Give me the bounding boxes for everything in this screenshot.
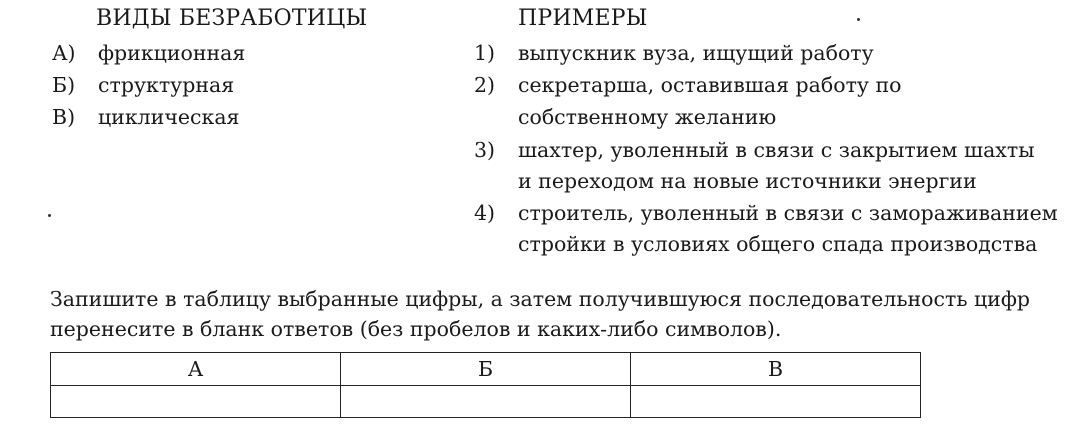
example-item	[474, 200, 1058, 226]
example-item	[474, 72, 902, 98]
type-marker: В)	[52, 105, 76, 129]
type-item	[52, 40, 245, 66]
example-item	[474, 40, 874, 66]
answer-column-header: В	[631, 353, 921, 386]
answer-cell-b[interactable]	[341, 386, 631, 418]
answer-cell-v[interactable]	[631, 386, 921, 418]
example-marker: 2)	[474, 73, 496, 97]
example-text-continued: собственному желанию	[518, 105, 777, 129]
example-text: секретарша, оставившая работу по	[518, 73, 902, 97]
answer-table	[50, 352, 921, 418]
answer-table-header-row	[51, 353, 921, 386]
answer-column-header: А	[51, 353, 341, 386]
type-marker: А)	[52, 41, 76, 65]
example-text: шахтер, уволенный в связи с закрытием шахты	[518, 138, 1035, 162]
answer-table-input-row	[51, 386, 921, 418]
example-text: строитель, уволенный в связи с замораживанием	[518, 201, 1058, 225]
answer-cell-a[interactable]	[51, 386, 341, 418]
example-marker: 1)	[474, 41, 496, 65]
instruction-line-1: Запишите в таблицу выбранные цифры, а затем получившуюся последовательность цифр	[50, 287, 1031, 311]
types-header: ВИДЫ БЕЗРАБОТИЦЫ	[96, 6, 368, 31]
type-label: циклическая	[98, 105, 240, 129]
type-item	[52, 72, 234, 98]
type-label: структурная	[98, 73, 235, 97]
example-marker: 3)	[474, 138, 496, 162]
type-marker: Б)	[52, 73, 76, 97]
instruction-line-2: перенесите в бланк ответов (без пробелов и каких-либо символов).	[50, 317, 782, 341]
type-label: фрикционная	[98, 41, 246, 65]
example-text-continued: стройки в условиях общего спада производства	[518, 232, 1038, 256]
type-item	[52, 104, 239, 130]
print-speck	[857, 18, 860, 21]
examples-header: ПРИМЕРЫ	[518, 6, 648, 31]
example-item	[474, 137, 1035, 163]
print-speck	[48, 214, 51, 217]
example-marker: 4)	[474, 201, 496, 225]
answer-column-header: Б	[341, 353, 631, 386]
example-text-continued: и переходом на новые источники энергии	[518, 169, 977, 193]
example-text: выпускник вуза, ищущий работу	[518, 41, 874, 65]
